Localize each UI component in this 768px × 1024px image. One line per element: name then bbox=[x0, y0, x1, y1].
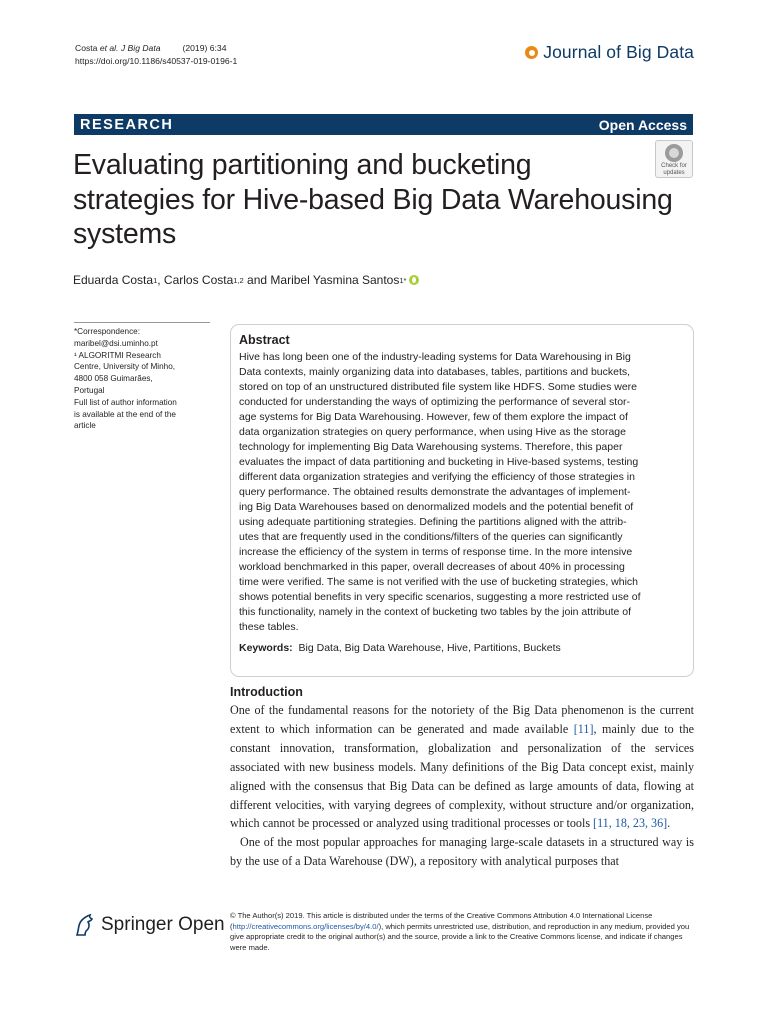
author-separator: and bbox=[243, 273, 271, 287]
publisher-name: Springer Open bbox=[101, 914, 225, 935]
springer-horse-icon bbox=[73, 913, 95, 937]
affiliation-line: 4800 058 Guimarães, bbox=[74, 374, 153, 384]
affiliation-mark: 1* bbox=[399, 275, 407, 285]
reference-link[interactable]: [11] bbox=[573, 721, 594, 736]
publisher-logo[interactable] bbox=[73, 913, 225, 937]
keywords bbox=[239, 641, 684, 656]
article-type-label: RESEARCH bbox=[80, 116, 174, 133]
abstract-line: increase the efficiency of the system in terms of response time. In the more intensive bbox=[239, 546, 633, 558]
abstract-line: shows potential benefits in very specific scenarios, suggesting a more restricted use of bbox=[239, 591, 641, 603]
citation-journal: et al. J Big Data bbox=[99, 43, 161, 53]
check-updates-icon bbox=[665, 144, 683, 162]
abstract-line: these tables. bbox=[239, 621, 299, 633]
abstract-line: using adequate partitioning strategies. Defining the partitions aligned with the attrib- bbox=[239, 516, 627, 528]
journal-brand[interactable] bbox=[525, 42, 694, 63]
license-link[interactable]: http://creativecommons.org/licenses/by/4.0/ bbox=[232, 921, 379, 931]
sidebar-divider bbox=[74, 322, 210, 323]
author-list bbox=[73, 273, 419, 287]
article-type-bar bbox=[74, 114, 693, 135]
author-info-note: article bbox=[74, 421, 96, 431]
doi-link[interactable]: https://doi.org/10.1186/s40537-019-0196-1 bbox=[75, 55, 238, 66]
abstract-body bbox=[239, 350, 684, 635]
title-line: strategies for Hive-based Big Data Warehousing bbox=[73, 183, 673, 216]
journal-name: Journal of Big Data bbox=[543, 42, 694, 62]
affiliation-line: Portugal bbox=[74, 385, 105, 395]
citation-authors: Costa bbox=[75, 43, 100, 53]
abstract-line: stored on top of an unstructured distributed file system like HDFS. Some studies were bbox=[239, 381, 638, 393]
abstract-line: Data contexts, mainly organizing data into databases, tables, partitions and buckets, bbox=[239, 366, 631, 378]
journal-logo-icon bbox=[525, 46, 538, 59]
introduction-body bbox=[230, 701, 694, 871]
abstract-line: query performance. The obtained results demonstrate the advantages of implement- bbox=[239, 486, 631, 498]
author-info-note: is available at the end of the bbox=[74, 409, 176, 419]
author-separator: , bbox=[157, 273, 164, 287]
article-title bbox=[73, 148, 698, 252]
citation-year-volume: (2019) 6:34 bbox=[182, 43, 227, 53]
introduction-heading: Introduction bbox=[230, 685, 303, 699]
keywords-list: Big Data, Big Data Warehouse, Hive, Partitions, Buckets bbox=[298, 642, 561, 654]
affiliation-mark: 1 bbox=[153, 275, 158, 285]
abstract-box bbox=[230, 324, 694, 677]
abstract-line: different data organization strategies and verifying the efficiency of those strategies in bbox=[239, 471, 635, 483]
keywords-label: Keywords: bbox=[239, 642, 293, 654]
abstract-heading: Abstract bbox=[239, 333, 290, 347]
abstract-line: workload benchmarked in this paper, overall decreases of about 40% in processing bbox=[239, 561, 625, 573]
affiliation-line: Centre, University of Minho, bbox=[74, 362, 176, 372]
correspondence-label: *Correspondence: bbox=[74, 327, 140, 336]
abstract-line: technology for implementing Big Data Warehousing systems. Therefore, this paper bbox=[239, 441, 623, 453]
abstract-line: utes that are frequently used in the conditions/filters of the queries can significantly bbox=[239, 531, 623, 543]
author-name[interactable]: Maribel Yasmina Santos bbox=[270, 273, 400, 287]
citation-header bbox=[75, 42, 237, 67]
license-text: © The Author(s) 2019. This article is distributed under the terms of the Creative Commons Attribution 4.0 International License (http://creativecommons.org/licenses/by/4.0/), which permits unrestricted use, distribution, and reproduction in any medium, provided you give appropriate credit to the original author(s) and the source, provide a link to the Creative Commons license, and indicate if changes were made. bbox=[230, 911, 690, 952]
correspondence-info bbox=[74, 326, 212, 432]
paragraph: One of the fundamental reasons for the notoriety of the Big Data phenomenon is the current extent to which information can be generated and made available [11], mainly due to the constant innovation, transformation, globalization and personalization of the services associated with new business models. Many definitions of the Big Data concept exist, mainly aligned with the consensus that Big Data can be defined as large amounts of data, flowing at different velocities, with varying degrees of complexity, without structure and/or organization, which cannot be processed or analyzed using traditional processes or tools [11, 18, 23, 36]. bbox=[230, 703, 694, 831]
abstract-line: data organization strategies on query performance, when using Hive as the storage bbox=[239, 426, 626, 438]
reference-link[interactable]: [11, 18, 23, 36] bbox=[593, 816, 668, 831]
correspondence-email[interactable]: maribel@dsi.uminho.pt bbox=[74, 338, 158, 348]
author-info-note: Full list of author information bbox=[74, 397, 177, 407]
abstract-line: ing Big Data Warehouses based on denormalized models and the potential benefit of bbox=[239, 501, 634, 513]
paragraph: One of the most popular approaches for managing large-scale datasets in a structured way is by the use of a Data Warehouse (DW), a repository with analytical purposes that bbox=[230, 835, 694, 869]
open-access-label: Open Access bbox=[598, 116, 687, 133]
orcid-icon[interactable] bbox=[409, 275, 419, 285]
check-for-updates-badge[interactable] bbox=[655, 140, 693, 178]
affiliation-mark: 1,2 bbox=[233, 275, 244, 285]
abstract-line: age systems for Big Data Warehousing. However, few of them explore the impact of bbox=[239, 411, 628, 423]
abstract-line: Hive has long been one of the industry-leading systems for Data Warehousing in Big bbox=[239, 351, 631, 363]
affiliation-line: ¹ ALGORITMI Research bbox=[74, 350, 161, 360]
check-updates-label: Check for updates bbox=[661, 163, 687, 176]
abstract-line: evaluates the impact of data partitioning and bucketing in Hive-based systems, testing bbox=[239, 456, 639, 468]
title-line: systems bbox=[73, 218, 177, 250]
author-name[interactable]: Carlos Costa bbox=[163, 273, 234, 287]
author-name[interactable]: Eduarda Costa bbox=[73, 273, 154, 287]
citation-line bbox=[75, 42, 237, 55]
abstract-line: this functionality, namely in the context of bucketing two tables by the join attribute of bbox=[239, 606, 632, 618]
abstract-line: time were verified. The same is not verified with the use of bucketing strategies, which bbox=[239, 576, 638, 588]
abstract-line: conducted for understanding the ways of optimizing the performance of several stor- bbox=[239, 396, 631, 408]
title-line: Evaluating partitioning and bucketing bbox=[73, 149, 532, 181]
